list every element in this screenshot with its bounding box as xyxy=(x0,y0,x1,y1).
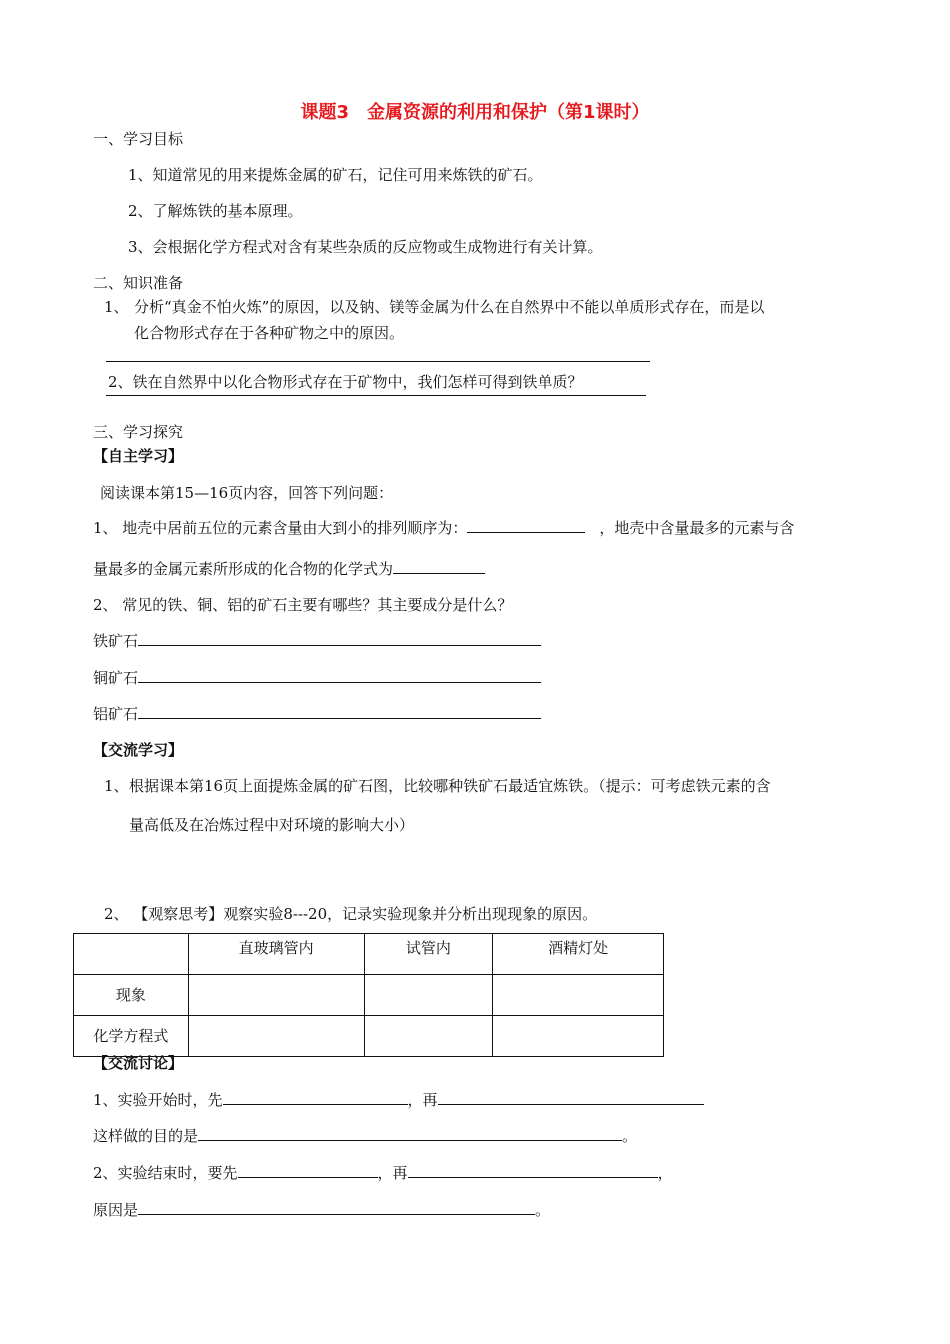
page-title: 课题3 金属资源的利用和保护（第1课时） xyxy=(300,102,650,123)
answer-blank[interactable] xyxy=(393,559,485,574)
ore-label-iron: 铁矿石 xyxy=(93,632,139,650)
answer-blank[interactable] xyxy=(138,631,541,646)
exchange-q1-line2: 量高低及在冶炼过程中对环境的影响大小） xyxy=(129,816,415,834)
answer-line xyxy=(106,361,650,362)
goal-item-3: 3、会根据化学方程式对含有某些杂质的反应物或生成物进行有关计算。 xyxy=(128,238,603,256)
discussion-q2-line2 xyxy=(93,1199,550,1220)
answer-blank[interactable] xyxy=(238,1163,378,1178)
table-header-cell xyxy=(74,934,189,975)
answer-blank[interactable] xyxy=(467,518,585,533)
explore-q1-text-b: ，地壳中含量最多的元素与含 xyxy=(599,519,795,537)
exchange-q1-number: 1、 xyxy=(104,777,129,795)
answer-blank[interactable] xyxy=(198,1126,622,1141)
self-study-heading: 【自主学习】 xyxy=(93,447,184,465)
exchange-q2: 2、 【观察思考】观察实验8---20，记录实验现象并分析出现现象的原因。 xyxy=(104,905,598,923)
ore-label-copper: 铜矿石 xyxy=(93,669,139,687)
reading-instruction: 阅读课本第15—16页内容，回答下列问题： xyxy=(100,484,394,502)
section-heading-explore: 三、学习探究 xyxy=(93,423,184,441)
discussion-q1-text-b: ，再 xyxy=(407,1091,438,1109)
table-header-cell: 直玻璃管内 xyxy=(188,934,364,975)
table-cell[interactable] xyxy=(364,975,493,1016)
prep-q2: 2、铁在自然界中以化合物形式存在于矿物中，我们怎样可得到铁单质？ xyxy=(108,373,583,391)
explore-q1-text-c: 量最多的金属元素所形成的化合物的化学式为 xyxy=(93,560,394,578)
discussion-q2-c-end: 。 xyxy=(535,1201,551,1219)
section-heading-prep: 二、知识准备 xyxy=(93,274,184,292)
prep-q1-line1: 分析“真金不怕火炼”的原因，以及钠、镁等金属为什么在自然界中不能以单质形式存在，而是以 xyxy=(134,298,765,316)
table-row xyxy=(74,1016,664,1057)
ore-row-copper xyxy=(93,667,541,688)
discussion-q1-end: 。 xyxy=(622,1127,638,1145)
table-cell[interactable] xyxy=(188,975,364,1016)
table-cell[interactable] xyxy=(493,1016,664,1057)
goal-item-2: 2、了解炼铁的基本原理。 xyxy=(128,202,303,220)
discussion-q1-text-a: 1、实验开始时，先 xyxy=(93,1091,223,1109)
table-header-cell: 试管内 xyxy=(364,934,493,975)
answer-blank[interactable] xyxy=(138,1200,535,1215)
explore-q2: 2、 常见的铁、铜、铝的矿石主要有哪些？其主要成分是什么？ xyxy=(93,596,513,614)
discussion-q2-line1 xyxy=(93,1162,673,1183)
discussion-q2-text-c: 原因是 xyxy=(93,1201,139,1219)
answer-blank[interactable] xyxy=(223,1090,408,1105)
table-row xyxy=(74,975,664,1016)
answer-blank[interactable] xyxy=(408,1163,658,1178)
discussion-q1-text-c: 这样做的目的是 xyxy=(93,1127,199,1145)
table-cell[interactable] xyxy=(493,975,664,1016)
answer-blank[interactable] xyxy=(438,1090,704,1105)
answer-line xyxy=(106,395,646,396)
explore-q1-line2 xyxy=(93,558,485,579)
discussion-q2-end: ， xyxy=(657,1164,673,1182)
discussion-heading: 【交流讨论】 xyxy=(93,1054,184,1072)
ore-row-aluminum xyxy=(93,703,541,724)
answer-blank[interactable] xyxy=(138,704,541,719)
goal-item-1: 1、知道常见的用来提炼金属的矿石，记住可用来炼铁的矿石。 xyxy=(128,166,543,184)
table-cell[interactable] xyxy=(188,1016,364,1057)
observation-table xyxy=(73,933,664,1057)
table-header-cell: 酒精灯处 xyxy=(493,934,664,975)
prep-q1-number: 1、 xyxy=(104,298,129,316)
discussion-q2-text-b: ，再 xyxy=(377,1164,408,1182)
prep-q1-line2: 化合物形式存在于各种矿物之中的原因。 xyxy=(134,324,405,342)
table-cell[interactable] xyxy=(364,1016,493,1057)
discussion-q1-line2 xyxy=(93,1125,637,1146)
row-label-phenomenon: 现象 xyxy=(74,975,189,1016)
section-heading-goals: 一、学习目标 xyxy=(93,130,184,148)
exchange-q1-line1: 根据课本第16页上面提炼金属的矿石图，比较哪种铁矿石最适宜炼铁。（提示：可考虑铁元素的含 xyxy=(129,777,771,795)
answer-blank[interactable] xyxy=(138,668,541,683)
exchange-heading: 【交流学习】 xyxy=(93,741,184,759)
table-header-row xyxy=(74,934,664,975)
row-label-equation: 化学方程式 xyxy=(74,1016,189,1057)
explore-q1-text-a: 1、 地壳中居前五位的元素含量由大到小的排列顺序为： xyxy=(93,519,468,537)
ore-label-aluminum: 铝矿石 xyxy=(93,705,139,723)
explore-q1-line1 xyxy=(93,517,794,538)
discussion-q2-text-a: 2、实验结束时，要先 xyxy=(93,1164,238,1182)
ore-row-iron xyxy=(93,630,541,651)
discussion-q1-line1 xyxy=(93,1089,704,1110)
